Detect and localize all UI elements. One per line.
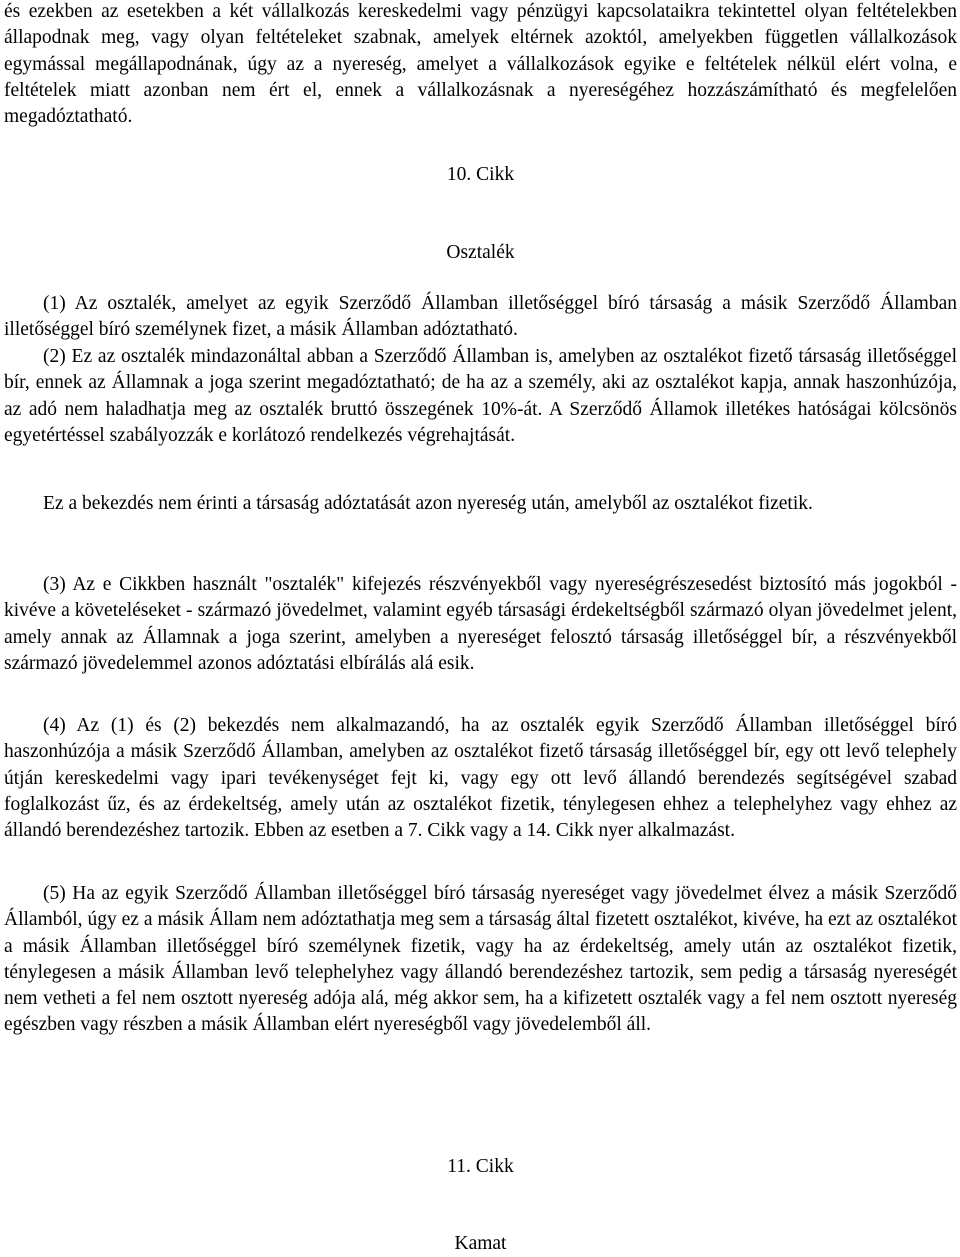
article-11-title: Kamat bbox=[454, 1233, 507, 1254]
article-10-paragraph-1: (1) Az osztalék, amelyet az egyik Szerződő Államban illetőséggel bíró társaság a másik Szerződő Államban illetőséggel bíró személynek fizet, a másik Államban adóztatható. bbox=[4, 293, 957, 341]
article-10-paragraph-3: (3) Az e Cikkben használt "osztalék" kifejezés részvényekből vagy nyereségrészesedést biztosító más jogokból - kivéve a követeléseket - származó jövedelmet, valamint egyéb társasági érdekeltségből származó olyan jövedelmet jelent, amely annak az Államnak a joga szerint, amelyben a nyereséget felosztó társaság illetőséggel bír, a részvényekből származó jövedelemmel azonos adóztatási elbírálás alá esik. bbox=[4, 574, 957, 674]
article-10-paragraph-2: (2) Ez az osztalék mindazonáltal abban a Szerződő Államban is, amelyben az osztalékot fizető társaság illetőséggel bír, ennek az Államnak a joga szerint megadóztatható; de ha az a személy, aki az osztalékot kapja, annak haszonhúzója, az adó nem haladhatja meg az osztalék bruttó összegének 10%-át. A Szerződő Államok illetékes hatóságai kölcsönös egyetértéssel szabályozzák e korlátozó rendelkezés végrehajtását. bbox=[4, 346, 957, 446]
article-11-number: 11. Cikk bbox=[447, 1156, 514, 1177]
article-10-paragraph-5: (5) Ha az egyik Szerződő Államban illetőséggel bíró társaság nyereséget vagy jövedelmet élvez a másik Szerződő Államból, úgy ez a másik Állam nem adóztathatja meg sem a társaság által fizetett osztalékot, kivéve, ha ezt az osztalékot a másik Államban illetőséggel bíró személynek fizetik, vagy ha az érdekeltség, amely után az osztalékot fizetik, ténylegesen a másik Államban levő telephelyhez vagy állandó berendezéshez tartozik, sem pedig a társaság nyereségét nem vetheti a fel nem osztott nyereség adója alá, még akkor sem, ha a kifizetett osztalék vagy a fel nem osztott nyereség egészben vagy részben a másik Államban elért nyereségből vagy jövedelemből áll. bbox=[4, 883, 957, 1036]
article-10-number: 10. Cikk bbox=[446, 164, 515, 185]
intro-paragraph: és ezekben az esetekben a két vállalkozás kereskedelmi vagy pénzügyi kapcsolataikra tekintettel olyan feltételekben állapodnak meg, vagy olyan feltételeket szabnak, amelyek eltérnek azoktól, amelyekben független vállalkozások egymással megállapodnának, úgy az a nyereség, amelyet a vállalkozások egyike e feltételek nélkül elért volna, e feltételek miatt azonban nem ért el, ennek a vállalkozásnak a nyereségéhez hozzászámítható és megfelelően megadóztatható. bbox=[4, 1, 957, 128]
article-10-paragraph-4: (4) Az (1) és (2) bekezdés nem alkalmazandó, ha az osztalék egyik Szerződő Államban illetőséggel bíró haszonhúzója a másik Szerződő Államban, amelyben az osztalékot fizető társaság illetőséggel bír, egy ott levő telephely útján kereskedelmi vagy ipari tevékenységet fejt ki, vagy egy ott levő állandó berendezés segítségével szabad foglalkozást űz, és az érdekeltség, amely után az osztalékot fizetik, ténylegesen ehhez a telephelyhez vagy ehhez az állandó berendezéshez tartozik. Ebben az esetben a 7. Cikk vagy a 14. Cikk nyer alkalmazást. bbox=[4, 715, 957, 842]
article-10-paragraph-2-continuation: Ez a bekezdés nem érinti a társaság adóztatását azon nyereség után, amelyből az osztalékot fizetik. bbox=[43, 493, 813, 514]
article-10-title: Osztalék bbox=[446, 242, 515, 263]
